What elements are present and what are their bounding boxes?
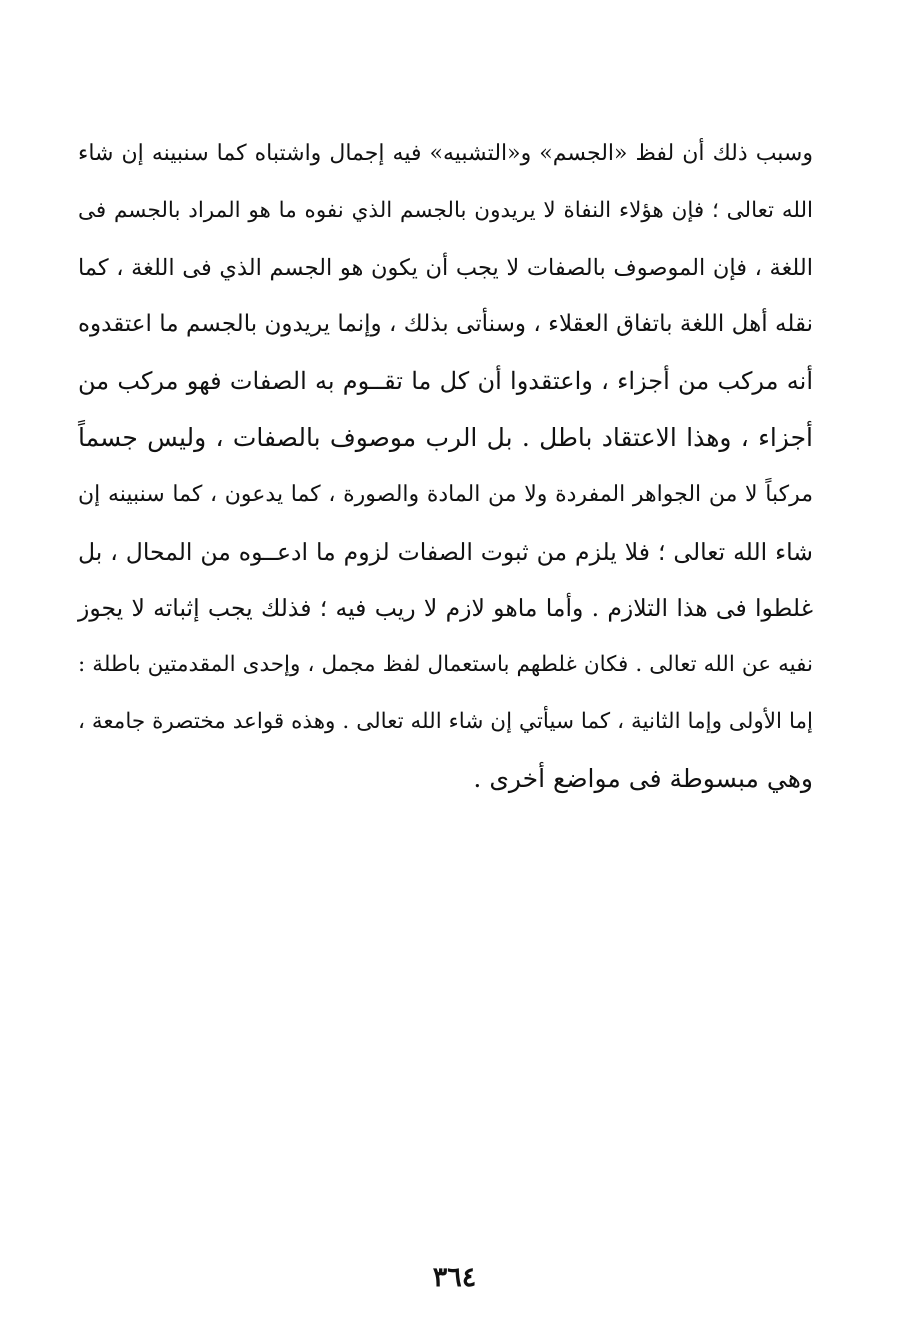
text-line: نقله أهل اللغة باتفاق العقلاء ، وسنأتى بذلك ، وإنما يريدون بالجسم ما اعتقدوه xyxy=(78,311,813,338)
page-number: ٣٦٤ xyxy=(432,1262,477,1293)
text-line: إما الأولى وإما الثانية ، كما سيأتي إن شاء الله تعالى . وهذه قواعد مختصرة جامعة ، xyxy=(78,708,813,734)
text-line: شاء الله تعالى ؛ فلا يلزم من ثبوت الصفات لزوم ما ادعــوه من المحال ، بل xyxy=(78,537,813,566)
text-line: اللغة ، فإن الموصوف بالصفات لا يجب أن يكون هو الجسم الذي فى اللغة ، كما xyxy=(78,254,813,281)
text-line: وهي مبسوطة فى مواضع أخرى . xyxy=(473,763,813,793)
body-text xyxy=(78,126,813,808)
text-line: أجزاء ، وهذا الاعتقاد باطل . بل الرب موصوف بالصفات ، وليس جسماً xyxy=(78,422,813,452)
text-line: وسبب ذلك أن لفظ «الجسم» و«التشبيه» فيه إجمال واشتباه كما سنبينه إن شاء xyxy=(78,141,813,166)
text-line: الله تعالى ؛ فإن هؤلاء النفاة لا يريدون بالجسم الذي نفوه ما هو المراد بالجسم فى xyxy=(78,197,813,223)
text-line: غلطوا فى هذا التلازم . وأما ماهو لازم لا ريب فيه ؛ فذلك يجب إثباته لا يجوز xyxy=(78,594,813,623)
text-line: نفيه عن الله تعالى . فكان غلطهم باستعمال لفظ مجمل ، وإحدى المقدمتين باطلة : xyxy=(78,652,813,678)
text-line: مركباً لا من الجواهر المفردة ولا من المادة والصورة ، كما يدعون ، كما سنبينه إن xyxy=(78,481,813,507)
text-line: أنه مركب من أجزاء ، واعتقدوا أن كل ما تقــوم به الصفات فهو مركب من xyxy=(78,367,813,396)
